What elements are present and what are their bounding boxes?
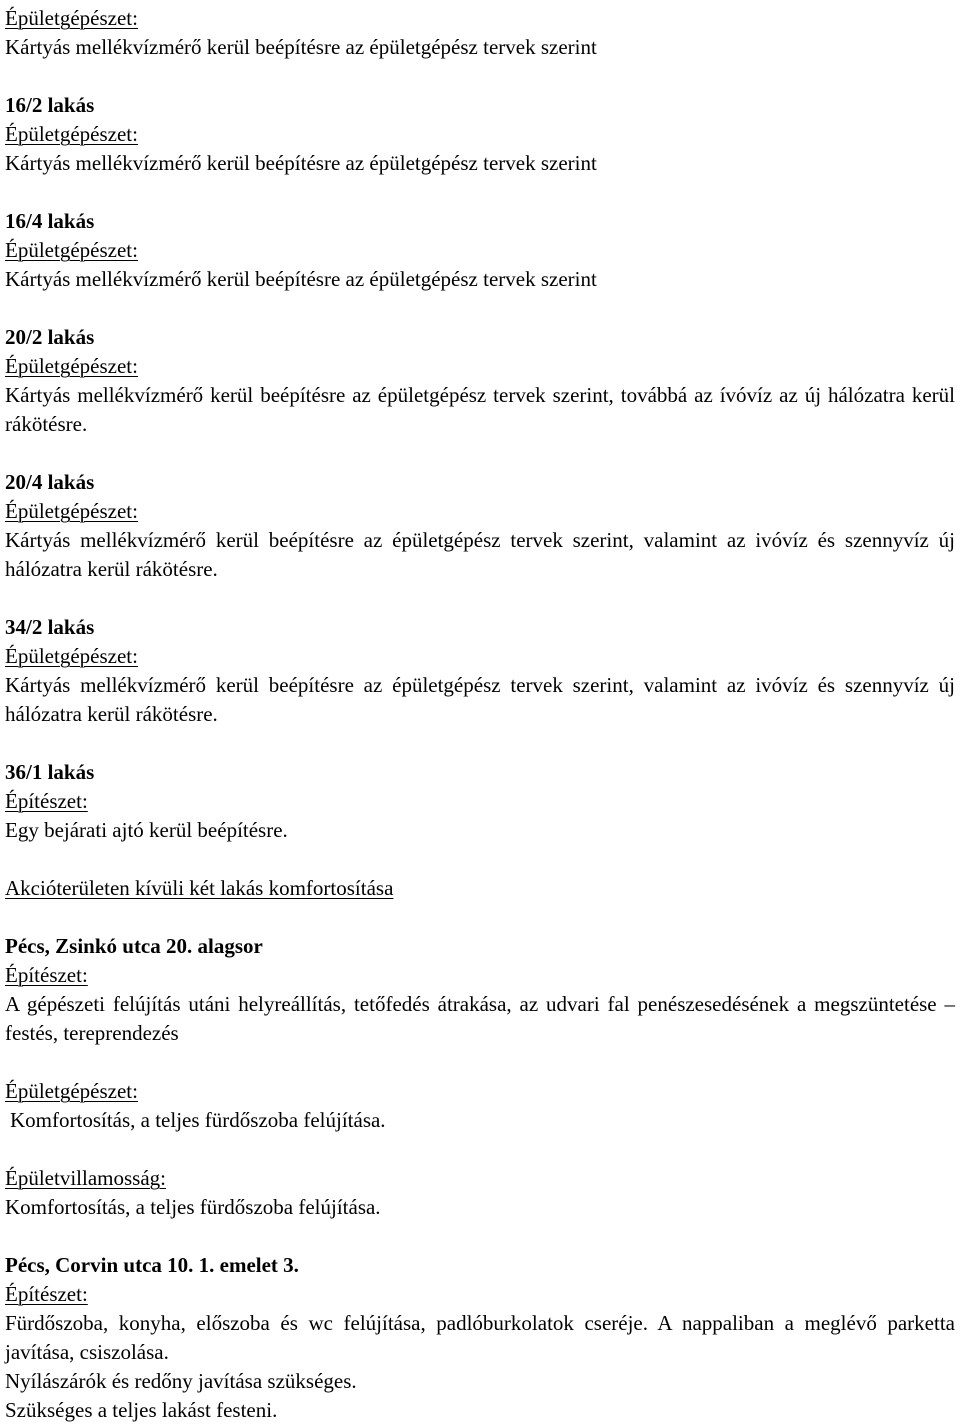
- category-heading: Épületgépészet:: [5, 6, 138, 30]
- category-heading: Építészet:: [5, 963, 88, 987]
- section-title: Akcióterületen kívüli két lakás komfortosítása: [5, 876, 394, 900]
- paragraph: Kártyás mellékvízmérő kerül beépítésre az épületgépész tervek szerint, továbbá az ívóvíz az új hálózatra kerül rákötésre.: [5, 383, 955, 436]
- category-heading: Épületgépészet:: [5, 238, 138, 262]
- unit-title: 36/1 lakás: [5, 760, 95, 784]
- unit-title: 34/2 lakás: [5, 615, 95, 639]
- paragraph: Nyílászárók és redőny javítása szükséges.: [5, 1369, 357, 1393]
- unit-title: 20/4 lakás: [5, 470, 95, 494]
- paragraph: Kártyás mellékvízmérő kerül beépítésre az épületgépész tervek szerint, valamint az ivóvíz és szennyvíz új hálózatra kerül rákötésre.: [5, 528, 955, 581]
- category-heading: Épületvillamosság:: [5, 1166, 166, 1190]
- unit-title: 16/2 lakás: [5, 93, 95, 117]
- paragraph: A gépészeti felújítás utáni helyreállítás, tetőfedés átrakása, az udvari fal penészesedésének a megszüntetése – festés, tereprendezés: [5, 992, 955, 1045]
- category-heading: Épületgépészet:: [5, 122, 138, 146]
- category-heading: Épületgépészet:: [5, 354, 138, 378]
- category-heading: Épületgépészet:: [5, 1079, 138, 1103]
- paragraph: Komfortosítás, a teljes fürdőszoba felújítása.: [5, 1195, 381, 1219]
- paragraph: Kártyás mellékvízmérő kerül beépítésre az épületgépész tervek szerint, valamint az ivóvíz és szennyvíz új hálózatra kerül rákötésre.: [5, 673, 955, 726]
- unit-title: 20/2 lakás: [5, 325, 95, 349]
- unit-title: 16/4 lakás: [5, 209, 95, 233]
- paragraph: Kártyás mellékvízmérő kerül beépítésre az épületgépész tervek szerint: [5, 151, 597, 175]
- document-page: [5, 4, 955, 1425]
- category-heading: Építészet:: [5, 1282, 88, 1306]
- category-heading: Épületgépészet:: [5, 499, 138, 523]
- paragraph: Kártyás mellékvízmérő kerül beépítésre az épületgépész tervek szerint: [5, 267, 597, 291]
- paragraph: Kártyás mellékvízmérő kerül beépítésre az épületgépész tervek szerint: [5, 35, 597, 59]
- paragraph: Fürdőszoba, konyha, előszoba és wc felújítása, padlóburkolatok cseréje. A nappaliban a meglévő parketta javítása, csiszolása.: [5, 1311, 955, 1364]
- category-heading: Építészet:: [5, 789, 88, 813]
- paragraph: Komfortosítás, a teljes fürdőszoba felújítása.: [10, 1108, 386, 1132]
- paragraph: Egy bejárati ajtó kerül beépítésre.: [5, 818, 288, 842]
- address-title: Pécs, Zsinkó utca 20. alagsor: [5, 934, 263, 958]
- address-title: Pécs, Corvin utca 10. 1. emelet 3.: [5, 1253, 299, 1277]
- category-heading: Épületgépészet:: [5, 644, 138, 668]
- paragraph: Szükséges a teljes lakást festeni.: [5, 1398, 278, 1422]
